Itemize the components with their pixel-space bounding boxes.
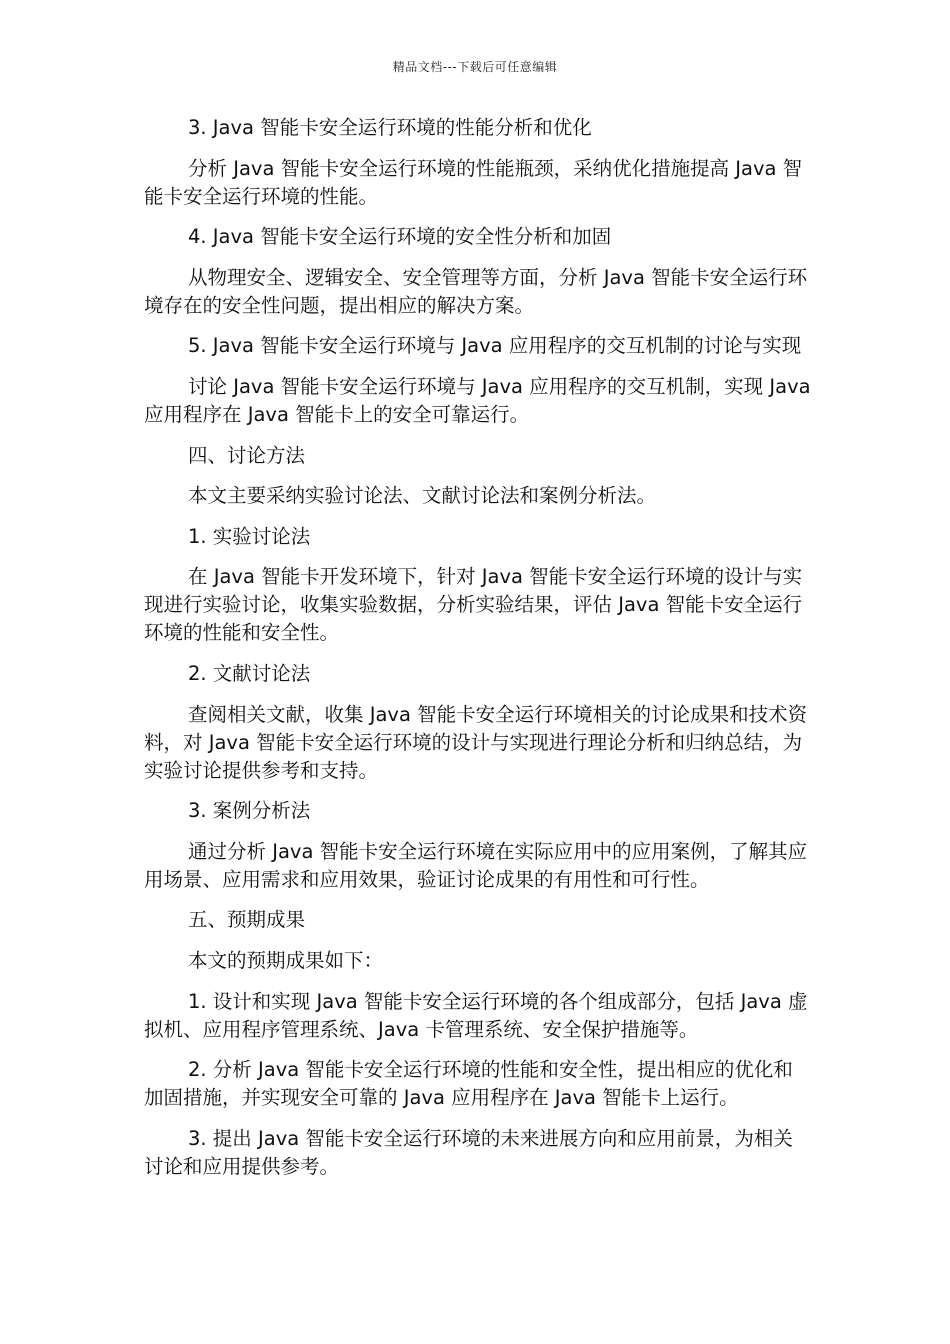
paragraph-performance-analysis: 分析 Java 智能卡安全运行环境的性能瓶颈，采纳优化措施提高 Java 智能卡安全运行环境的性能。 bbox=[144, 156, 803, 208]
paragraph-case-analysis: 通过分析 Java 智能卡安全运行环境在实际应用中的应用案例，了解其应用场景、应用需求和应用效果，验证讨论成果的有用性和可行性。 bbox=[144, 839, 808, 891]
heading-interaction-mechanism: 5. Java 智能卡安全运行环境与 Java 应用程序的交互机制的讨论与实现 bbox=[188, 334, 802, 358]
heading-case-analysis: 3. 案例分析法 bbox=[188, 799, 311, 823]
paragraph-security-analysis: 从物理安全、逻辑安全、安全管理等方面，分析 Java 智能卡安全运行环境存在的安全性问题，提出相应的解决方案。 bbox=[144, 265, 808, 317]
list-item-expected-result-2: 2. 分析 Java 智能卡安全运行环境的性能和安全性，提出相应的优化和加固措施，并实现安全可靠的 Java 应用程序在 Java 智能卡上运行。 bbox=[144, 1058, 793, 1110]
section-heading-methods: 四、讨论方法 bbox=[188, 443, 306, 467]
paragraph-literature-method: 查阅相关文献，收集 Java 智能卡安全运行环境相关的讨论成果和技术资料，对 Java 智能卡安全运行环境的设计与实现进行理论分析和归纳总结，为实验讨论提供参考和支持。 bbox=[144, 702, 808, 782]
section-heading-expected-results: 五、预期成果 bbox=[188, 908, 306, 932]
paragraph-interaction-mechanism: 讨论 Java 智能卡安全运行环境与 Java 应用程序的交互机制，实现 Java 应用程序在 Java 智能卡上的安全可靠运行。 bbox=[144, 374, 811, 426]
heading-experimental-method: 1. 实验讨论法 bbox=[188, 524, 311, 548]
paragraph-expected-results-intro: 本文的预期成果如下： bbox=[188, 948, 384, 972]
paragraph-methods-intro: 本文主要采纳实验讨论法、文献讨论法和案例分析法。 bbox=[188, 484, 657, 508]
page-header: 精品文档---下载后可任意编辑 bbox=[392, 60, 558, 74]
heading-performance-analysis: 3. Java 智能卡安全运行环境的性能分析和优化 bbox=[188, 116, 592, 139]
heading-security-analysis: 4. Java 智能卡安全运行环境的安全性分析和加固 bbox=[188, 225, 612, 249]
heading-literature-method: 2. 文献讨论法 bbox=[188, 661, 311, 685]
paragraph-experimental-method: 在 Java 智能卡开发环境下，针对 Java 智能卡安全运行环境的设计与实现进行实验讨论，收集实验数据，分析实验结果，评估 Java 智能卡安全运行环境的性能和安全性。 bbox=[144, 565, 803, 645]
list-item-expected-result-3: 3. 提出 Java 智能卡安全运行环境的未来进展方向和应用前景，为相关讨论和应用提供参考。 bbox=[144, 1126, 793, 1178]
document-body bbox=[144, 114, 812, 1193]
list-item-expected-result-1: 1. 设计和实现 Java 智能卡安全运行环境的各个组成部分，包括 Java 虚拟机、应用程序管理系统、Java 卡管理系统、安全保护措施等。 bbox=[144, 989, 808, 1041]
